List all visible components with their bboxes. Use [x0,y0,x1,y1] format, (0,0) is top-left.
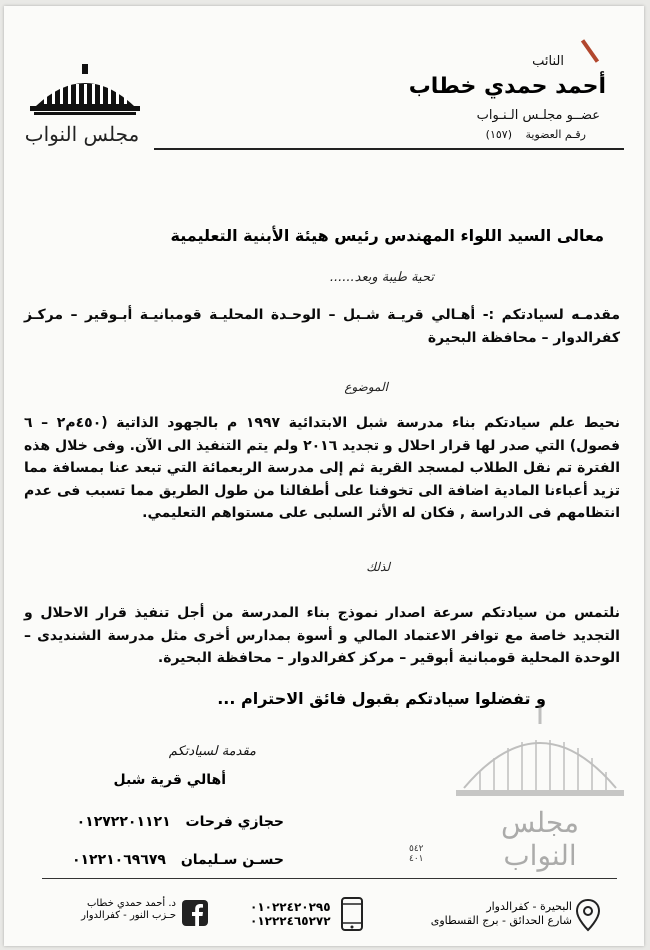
village-name: أهالي قرية شبل [113,772,226,788]
footer-address: البحيرة - كفرالدوار شارع الحدائق - برج القسطاوى [430,900,572,927]
mp-role: عضــو مجلـس الـنـواب [476,108,600,123]
signatory-2 [72,852,284,868]
request-paragraph: نلتمس من سيادتكم سرعة اصدار نموذج بناء المدرسة من أجل تنفيذ قرار الاحلال و التجديد خاصة مع توافر الاعتماد المالي و أسوة بمدارس أخرى مثل مدرسة الشنديدى – الوحدة المحلية قومبانية أبوقير – مركز كفرالدوار – محافظة البحيرة. [24,605,620,666]
facebook-account: د. أحمد حمدي خطاب حـزب النور - كفرالدوار [81,898,176,921]
closing-line: و تفضلوا سيادتكم بقبول فائق الاحترام ... [217,689,546,708]
mp-title: النائب [532,54,564,69]
signatory-name: حجازي فرحات [185,814,284,830]
signatory-name: حسـن سـليمان [180,852,284,868]
watermark-text: مجلس النواب [500,806,580,872]
letter-page [4,6,644,946]
addressee: معالى السيد اللواء المهندس رئيس هيئة الأبنية التعليمية [170,226,604,245]
footer-phones: ٠١٠٢٢٤٢٠٢٩٥ ٠١٢٢٢٤٦٥٢٧٢ [250,900,331,928]
signatory-phone: ٠١٢٧٢٢٠١١٢١ [76,814,171,830]
location-pin-icon [574,898,602,932]
signatory-1 [77,814,284,830]
membership-label: رقـم العضوية [525,128,586,141]
header-rule [154,148,624,150]
signatory-phone: ٠١٢٢١٠٦٩٦٧٩ [71,852,166,868]
submitted-by: مقدمة لسيادتكم [168,744,256,759]
pen-mark [581,39,599,63]
membership-line [486,128,596,141]
intro-paragraph: مقدمـه لسيادتكم :- أهـالي قريـة شـبل – الوحـدة المحليـة قومبانيـة أبـوقير – مركـز كفرالدوار – محافظة البحيرة [24,307,620,346]
handwritten-note: ٥٤٢ ٤٠١ [409,844,424,864]
subject-label: الموضوع [344,380,388,394]
facebook-icon [182,900,208,926]
therefore-label: لذلك [366,560,390,574]
membership-number: (١٥٧) [485,128,512,141]
logo-text: مجلس النواب [24,122,140,146]
body-paragraph: نحيط علم سيادتكم بناء مدرسة شبل الابتدائية ١٩٩٧ م بالجهود الذاتية (٤٥٠م٢ – ٦ فصول) التي صدر لها قرار احلال و تجديد ٢٠١٦ ولم يتم التنفيذ الى الآن. وفى خلال هذه الفترة تم نقل الطلاب لمسجد القرية ثم إلى مدرسة الربعمائة التي تبعد عنا بمسافة مما تزيد أعباءنا المادية اضافة الى تخوفنا على أطفالنا من طول الطريق مما تسبب فى عدم انتظامهم فى الدراسة , فكان له الأثر السلبى على مستواهم التعليمي. [24,415,621,521]
greeting: تحية طيبة وبعد...... [329,270,434,285]
mp-name: أحمد حمدي خطاب [408,74,606,99]
footer-rule [42,878,617,879]
mobile-phone-icon [340,896,364,932]
footer [4,886,644,946]
